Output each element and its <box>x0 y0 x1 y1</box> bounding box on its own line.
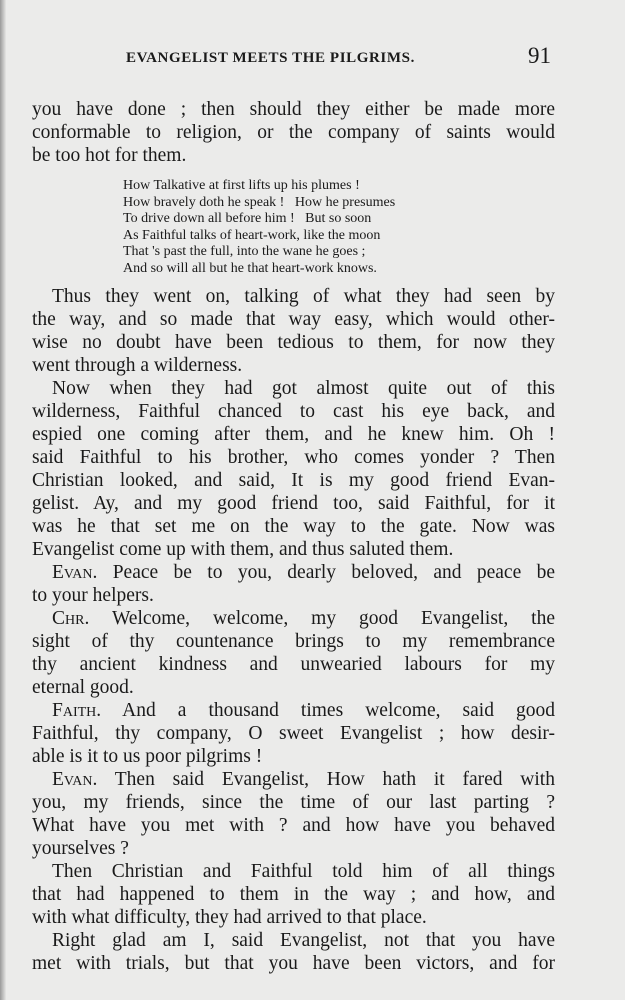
line-text: to your helpers. <box>32 585 154 606</box>
text-line <box>32 584 555 607</box>
line-text: thy ancient kindness and unwearied labours for my <box>32 654 555 675</box>
text-line <box>32 331 555 354</box>
text-line <box>32 561 555 584</box>
line-text: And a thousand times welcome, said good <box>122 700 555 721</box>
line-text: said Faithful to his brother, who comes yonder ? Then <box>32 447 555 468</box>
text-line <box>32 607 555 630</box>
text-line <box>32 400 555 423</box>
text-line <box>32 285 555 308</box>
verse-line: How Talkative at first lifts up his plumes ! <box>123 178 360 193</box>
speaker-label: Faith. <box>52 700 102 721</box>
text-line <box>32 515 555 538</box>
verse-line: As Faithful talks of heart-work, like the moon <box>123 227 381 243</box>
text-line: conformable to religion, or the company of saints would <box>32 122 555 143</box>
line-text: the way, and so made that way easy, which would other- <box>32 309 555 330</box>
text-line: be too hot for them. <box>32 145 187 166</box>
line-text: able is it to us poor pilgrims ! <box>32 746 263 767</box>
text-line <box>32 768 555 791</box>
text-line <box>32 814 555 837</box>
line-text: Then Christian and Faithful told him of all things <box>52 861 555 882</box>
text-line <box>32 791 555 814</box>
text-line <box>32 469 555 492</box>
line-text: was he that set me on the way to the gate. Now was <box>32 516 555 537</box>
line-text: Christian looked, and said, It is my good friend Evan- <box>32 470 555 491</box>
text-line <box>32 722 555 745</box>
text-line <box>32 653 555 676</box>
line-text: sight of thy countenance brings to my remembrance <box>32 631 555 652</box>
line-text: Now when they had got almost quite out of this <box>52 378 555 399</box>
text-line <box>32 377 555 400</box>
body-text <box>32 285 555 975</box>
running-header: EVANGELIST MEETS THE PILGRIMS. <box>126 50 415 66</box>
text-line <box>32 446 555 469</box>
line-text: that had happened to them in the way ; and how, and <box>32 884 555 905</box>
speaker-label: Evan. <box>52 769 98 790</box>
text-line <box>32 538 555 561</box>
line-text: espied one coming after them, and he knew him. Oh ! <box>32 424 555 445</box>
speaker-label: Evan. <box>52 562 98 583</box>
text-line <box>32 423 555 446</box>
line-text: Thus they went on, talking of what they had seen by <box>52 286 555 307</box>
verse-line: And so will all but he that heart-work knows. <box>123 260 377 276</box>
line-text: wise no doubt have been tedious to them, for now they <box>32 332 555 353</box>
text-line <box>32 883 555 906</box>
line-text: Then said Evangelist, How hath it fared with <box>114 769 555 790</box>
line-text: Evangelist come up with them, and thus saluted them. <box>32 539 454 560</box>
line-text: Welcome, welcome, my good Evangelist, the <box>111 608 555 629</box>
line-text: Peace be to you, dearly beloved, and peace be <box>112 562 556 583</box>
line-text: Faithful, thy company, O sweet Evangelist ; how desir- <box>32 723 555 744</box>
page-number: 91 <box>528 43 551 68</box>
verse-line: To drive down all before him ! But so soon <box>123 211 372 227</box>
line-text: yourselves ? <box>32 838 129 859</box>
verse-line: That 's past the full, into the wane he goes ; <box>123 244 366 260</box>
text-line <box>32 308 555 331</box>
line-text: gelist. Ay, and my good friend too, said Faithful, for it <box>32 493 555 514</box>
line-text: wilderness, Faithful chanced to cast his eye back, and <box>32 401 555 422</box>
text-line <box>32 354 555 377</box>
text-line <box>32 745 555 768</box>
line-text: Right glad am I, said Evangelist, not that you have <box>52 930 555 951</box>
line-text: you, my friends, since the time of our last parting ? <box>32 792 555 813</box>
text-line <box>32 952 555 975</box>
text-line <box>32 929 555 952</box>
text-line <box>32 860 555 883</box>
text-line <box>32 630 555 653</box>
verse-line: How bravely doth he speak ! How he presumes <box>123 194 396 210</box>
line-text: eternal good. <box>32 677 134 698</box>
text-line: you have done ; then should they either be made more <box>32 99 555 120</box>
text-line <box>32 837 555 860</box>
line-text: went through a wilderness. <box>32 355 243 376</box>
text-line <box>32 492 555 515</box>
verse-block <box>123 178 395 278</box>
text-line <box>32 906 555 929</box>
line-text: with what difficulty, they had arrived to that place. <box>32 907 427 928</box>
page-edge-shadow <box>0 0 6 1000</box>
text-line <box>32 699 555 722</box>
speaker-label: Chr. <box>52 608 90 629</box>
text-line <box>32 676 555 699</box>
top-paragraph <box>32 98 555 167</box>
line-text: met with trials, but that you have been victors, and for <box>32 953 555 974</box>
line-text: What have you met with ? and how have you behaved <box>32 815 555 836</box>
